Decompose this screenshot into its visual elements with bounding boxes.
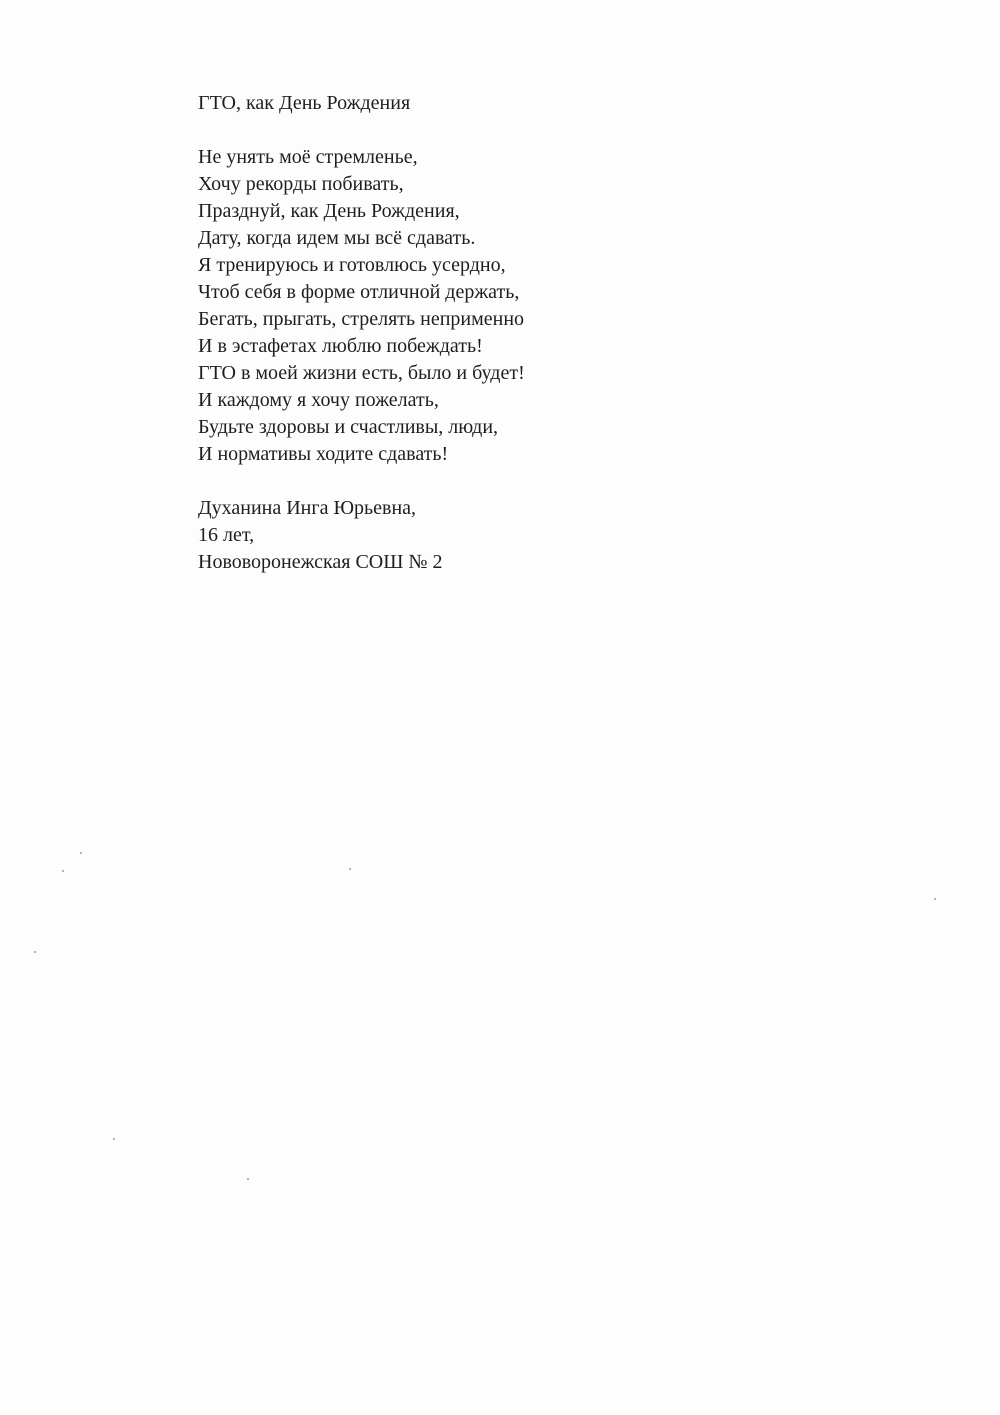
poem-line: Будьте здоровы и счастливы, люди, bbox=[198, 416, 499, 438]
poem-line: ГТО в моей жизни есть, было и будет! bbox=[198, 362, 525, 384]
poem-line: Празднуй, как День Рождения, bbox=[198, 200, 460, 222]
scan-speck bbox=[113, 1138, 115, 1140]
author-signature bbox=[198, 495, 798, 576]
poem-title: ГТО, как День Рождения bbox=[198, 92, 411, 114]
scan-speck bbox=[934, 898, 936, 900]
poem-line: Хочу рекорды побивать, bbox=[198, 173, 404, 195]
poem-line: Дату, когда идем мы всё сдавать. bbox=[198, 227, 476, 249]
poem-line: Не унять моё стремленье, bbox=[198, 146, 418, 168]
poem-line: Бегать, прыгать, стрелять неприменно bbox=[198, 308, 525, 330]
poem-body bbox=[198, 144, 798, 468]
poem-line: Я тренируюсь и готовлюсь усердно, bbox=[198, 254, 506, 276]
author-school: Нововоронежская СОШ № 2 bbox=[198, 551, 443, 573]
scan-speck bbox=[34, 951, 36, 953]
poem-line: Чтоб себя в форме отличной держать, bbox=[198, 281, 520, 303]
poem-line: И нормативы ходите сдавать! bbox=[198, 443, 449, 465]
poem-text-block bbox=[198, 90, 798, 603]
scan-speck bbox=[80, 852, 82, 854]
author-age: 16 лет, bbox=[198, 524, 255, 546]
scan-speck bbox=[247, 1178, 249, 1180]
scan-speck bbox=[62, 870, 64, 872]
poem-line: И в эстафетах люблю побеждать! bbox=[198, 335, 483, 357]
poem-line: И каждому я хочу пожелать, bbox=[198, 389, 439, 411]
scan-speck bbox=[349, 868, 351, 870]
author-name: Духанина Инга Юрьевна, bbox=[198, 497, 417, 519]
